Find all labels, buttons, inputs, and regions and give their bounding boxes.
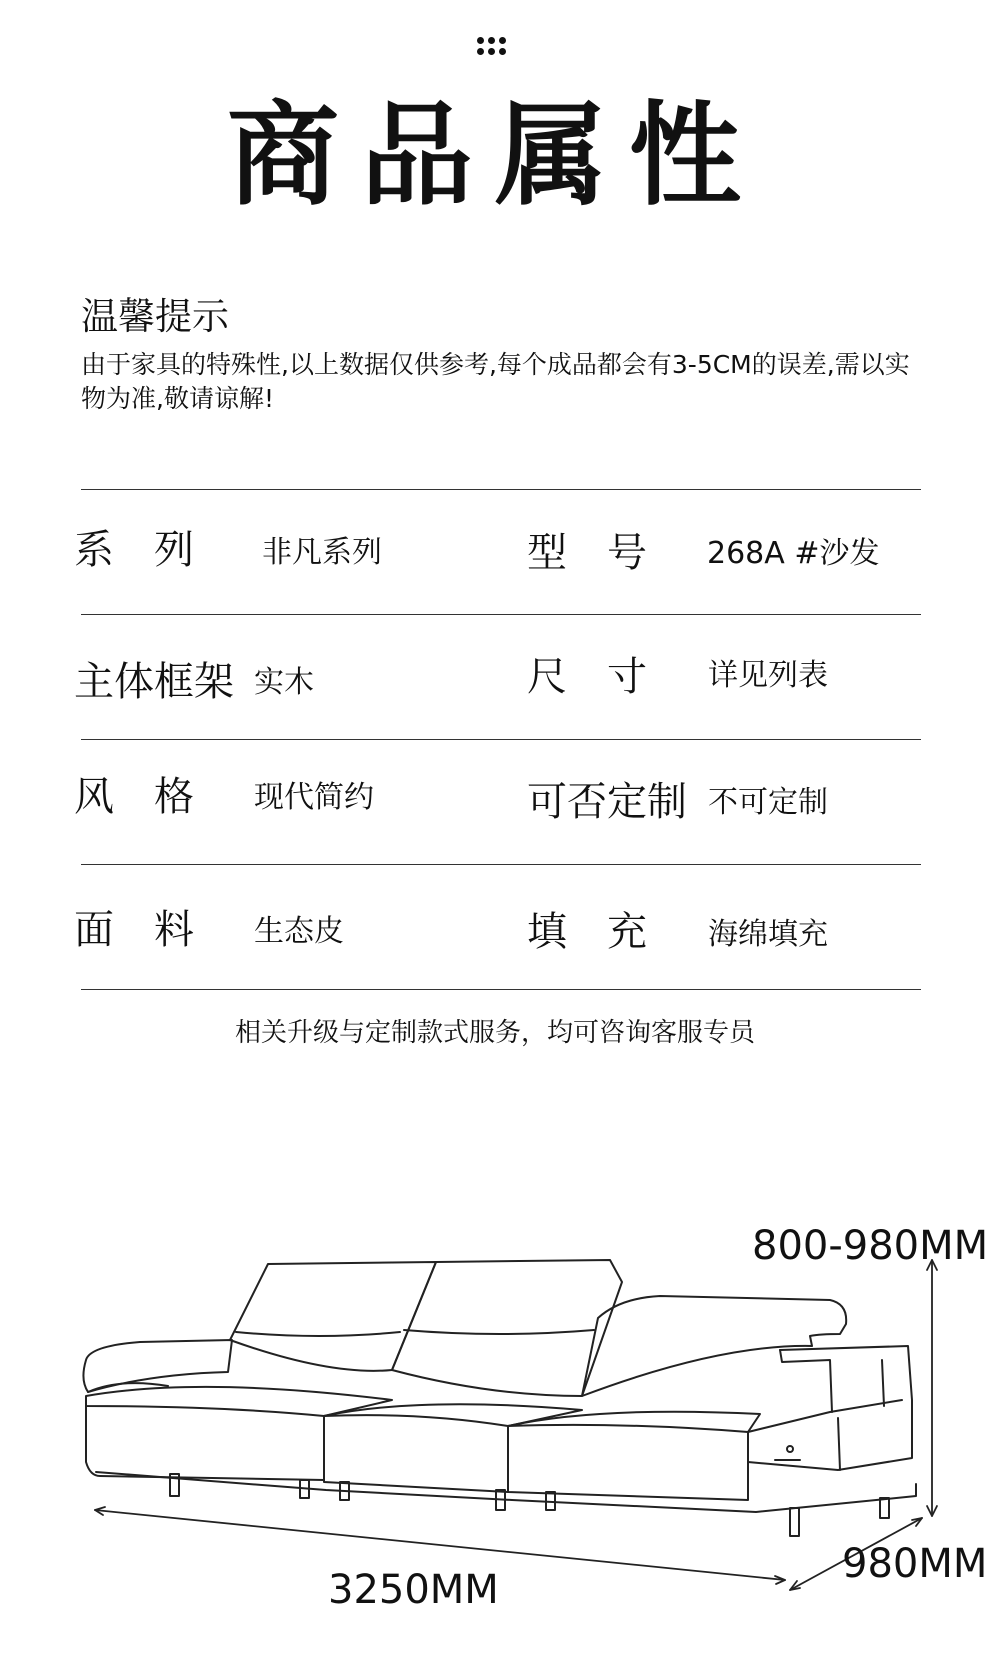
side-table-post (882, 1360, 884, 1406)
attr-value-size: 详见列表 (708, 658, 828, 693)
attr-value-frame: 实木 (254, 665, 314, 700)
attr-label-style: 风 格 (74, 774, 194, 820)
attr-value-customizable: 不可定制 (708, 785, 828, 820)
table-divider (81, 864, 921, 865)
page-title: 商品属性 (227, 91, 763, 221)
more-dots-icon (477, 37, 513, 63)
attr-label-model: 型 号 (527, 530, 647, 576)
service-note: 相关升级与定制款式服务，均可咨询客服专员 (234, 1018, 755, 1048)
leg (790, 1508, 799, 1536)
attr-value-style: 现代简约 (254, 780, 374, 815)
attr-label-frame: 主体框架 (74, 659, 234, 705)
tip-heading: 温馨提示 (81, 295, 229, 338)
seat-cushion-right (508, 1412, 760, 1432)
width-dimension: 3250MM (328, 1567, 499, 1613)
side-table-shelf (780, 1350, 832, 1412)
attr-label-size: 尺 寸 (527, 654, 647, 700)
height-dimension: 800-980MM (752, 1223, 989, 1269)
table-divider (81, 739, 921, 740)
side-table-edge (838, 1418, 840, 1470)
attr-label-fabric: 面 料 (74, 907, 194, 953)
base-left (86, 1406, 324, 1480)
attr-label-filling: 填 充 (527, 909, 647, 955)
seam (404, 1330, 594, 1334)
attr-value-filling: 海绵填充 (708, 917, 828, 952)
seam (236, 1332, 400, 1336)
base-right (508, 1426, 748, 1500)
drawer-knob (787, 1446, 793, 1452)
attr-label-customizable: 可否定制 (527, 779, 687, 825)
depth-dimension: 980MM (842, 1541, 988, 1587)
table-divider (81, 989, 921, 990)
attr-label-series: 系 列 (74, 527, 194, 573)
tip-body: 由于家具的特殊性,以上数据仅供参考,每个成品都会有3-5CM的误差,需以实物为准,敬请谅解! (81, 350, 910, 413)
backrest-left (230, 1262, 436, 1371)
attr-value-series: 非凡系列 (262, 535, 382, 570)
attr-value-fabric: 生态皮 (254, 914, 344, 949)
backrest-middle (392, 1260, 622, 1396)
leg (880, 1498, 889, 1518)
table-divider (81, 614, 921, 615)
backrest-right (582, 1296, 846, 1396)
table-divider (81, 489, 921, 490)
attr-value-model: 268A #沙发 (707, 536, 880, 571)
base-middle (324, 1416, 508, 1492)
